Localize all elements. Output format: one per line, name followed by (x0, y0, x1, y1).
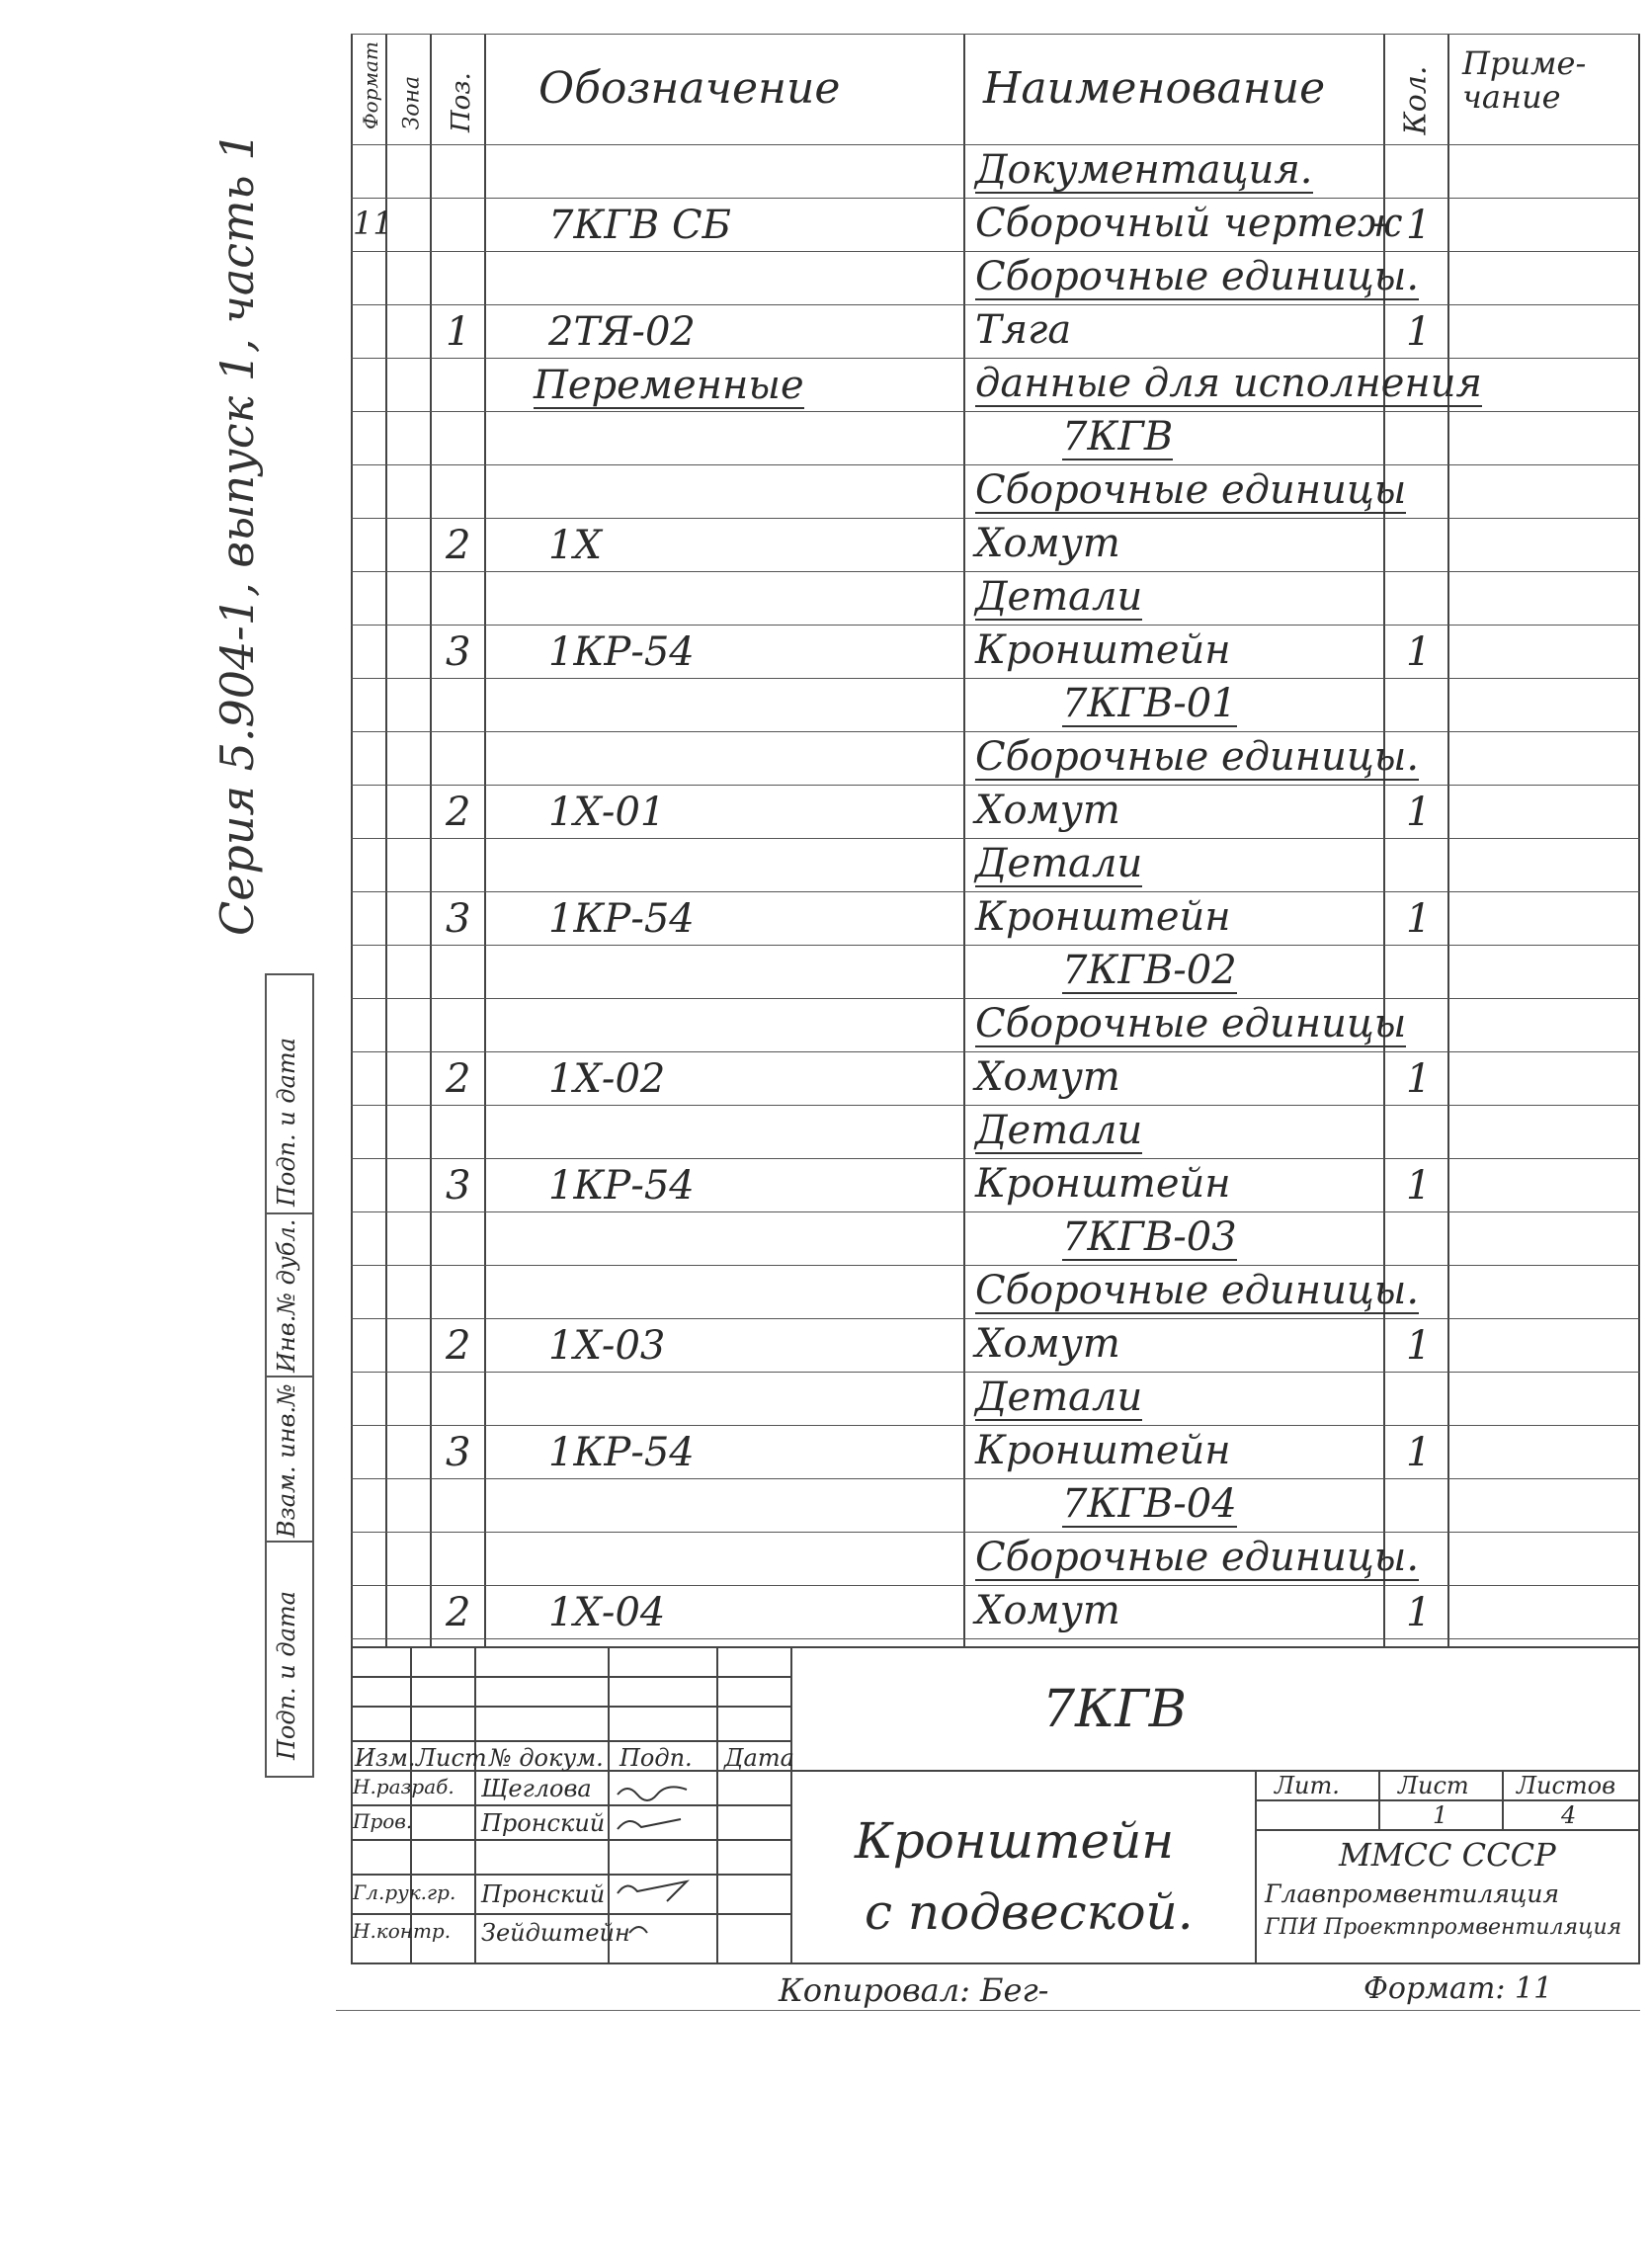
header-position: Поз. (447, 72, 476, 132)
row-position: 2 (446, 1590, 471, 1635)
row-position: 3 (446, 1430, 471, 1475)
series-side-note: Серия 5.904-1, выпуск 1, часть 1 (210, 131, 264, 936)
row-designation: 1КР-54 (548, 896, 695, 942)
tb-header-date: Дата (724, 1744, 794, 1772)
tb-name-1: Щеглова (481, 1775, 592, 1802)
row-name: Тяга (975, 307, 1072, 353)
row-name: Документация. (975, 147, 1313, 193)
row-name: Детали (975, 1108, 1143, 1153)
row-position: 2 (446, 523, 471, 568)
table-row (351, 198, 1640, 251)
row-name: Сборочные единицы. (975, 734, 1420, 780)
document-code: 7КГВ (1042, 1680, 1187, 1739)
row-qty: 1 (1406, 629, 1432, 675)
row-name: данные для исполнения (975, 361, 1482, 406)
row-name: Детали (975, 841, 1143, 886)
sheets-label: Листов (1517, 1772, 1616, 1799)
row-qty: 1 (1406, 1590, 1432, 1635)
row-name: Хомут (975, 1321, 1120, 1367)
row-designation: 2ТЯ-02 (548, 309, 696, 355)
row-name: 7КГВ-03 (1062, 1214, 1237, 1260)
row-designation: 1Х-01 (548, 790, 666, 835)
row-name: Хомут (975, 1588, 1120, 1633)
table-row (351, 518, 1640, 571)
row-name: Сборочные единицы (975, 1001, 1407, 1046)
row-name: 7КГВ (1062, 414, 1174, 459)
document-title-line1: Кронштейн (855, 1812, 1175, 1870)
tb-header-sign: Подп. (620, 1744, 693, 1772)
header-designation: Обозначение (538, 63, 841, 114)
row-position: 2 (446, 1323, 471, 1369)
row-qty: 1 (1406, 309, 1432, 355)
row-name: Кронштейн (975, 894, 1231, 940)
tb-header-docnum: № докум. (489, 1744, 604, 1772)
row-designation: 1КР-54 (548, 1163, 695, 1209)
table-row (351, 1265, 1640, 1318)
row-name: 7КГВ-02 (1062, 948, 1237, 993)
table-row (351, 1105, 1640, 1158)
row-name: Хомут (975, 1054, 1120, 1100)
row-name: Кронштейн (975, 627, 1231, 673)
copied-by: Копировал: Бег- (779, 1971, 1049, 2009)
tb-name-2: Пронский (481, 1809, 606, 1837)
sheet-value: 1 (1433, 1801, 1448, 1829)
table-row (351, 998, 1640, 1051)
row-qty: 1 (1406, 1323, 1432, 1369)
specification-table (351, 34, 1640, 1646)
table-row (351, 1532, 1640, 1585)
table-row (351, 358, 1640, 411)
tb-name-4: Зейдштейн (481, 1919, 630, 1947)
row-position: 3 (446, 629, 471, 675)
org-line2: Главпромвентиляция (1265, 1879, 1559, 1908)
table-row (351, 838, 1640, 891)
row-name: Сборочный чертеж (975, 201, 1403, 246)
row-designation: 1КР-54 (548, 1430, 695, 1475)
table-row (351, 785, 1640, 838)
sheet-label: Лист (1398, 1772, 1469, 1799)
table-row (351, 304, 1640, 358)
row-name: 7КГВ-01 (1062, 681, 1237, 726)
row-position: 2 (446, 790, 471, 835)
header-qty: Кол. (1398, 65, 1434, 135)
org-line3: ГПИ Проектпромвентиляция (1265, 1915, 1622, 1940)
table-row (351, 1372, 1640, 1425)
header-name: Наименование (983, 63, 1326, 114)
margin-label-dup-inv: Инв.№ дубл. (273, 1218, 300, 1373)
title-block (351, 1646, 1640, 1962)
row-qty: 1 (1406, 1056, 1432, 1102)
row-position: 1 (446, 309, 471, 355)
table-row (351, 945, 1640, 998)
row-name: 7КГВ-04 (1062, 1481, 1237, 1527)
row-qty: 1 (1406, 203, 1432, 248)
table-row (351, 411, 1640, 464)
lit-label: Лит. (1275, 1772, 1340, 1799)
margin-label-sign-date-1: Подп. и дата (273, 1038, 300, 1207)
table-row (351, 1478, 1640, 1532)
row-qty: 1 (1406, 790, 1432, 835)
row-qty: 1 (1406, 1163, 1432, 1209)
margin-strip (265, 973, 314, 1778)
row-name: Сборочные единицы. (975, 1268, 1420, 1313)
document-title-line2: с подвеской. (865, 1883, 1194, 1941)
tb-role-2: Пров. (353, 1809, 413, 1833)
table-row (351, 1585, 1640, 1638)
row-name: Хомут (975, 788, 1120, 833)
table-row (351, 464, 1640, 518)
table-row (351, 1211, 1640, 1265)
tb-name-3: Пронский (481, 1880, 606, 1908)
footer-rule (336, 2010, 1640, 2011)
tb-role-1: Н.разраб. (353, 1775, 454, 1798)
margin-label-replace-inv: Взам. инв.№ (273, 1383, 300, 1538)
row-position: 2 (446, 1056, 471, 1102)
row-name: Сборочные единицы (975, 467, 1407, 513)
row-qty: 1 (1406, 896, 1432, 942)
row-designation: 1Х-04 (548, 1590, 666, 1635)
row-name: Кронштейн (975, 1161, 1231, 1207)
table-row (351, 1158, 1640, 1211)
tb-header-change: Изм. (355, 1744, 416, 1772)
row-name: Хомут (975, 521, 1120, 566)
header-zone: Зона (399, 75, 425, 130)
table-row (351, 625, 1640, 678)
table-row (351, 1051, 1640, 1105)
table-row (351, 678, 1640, 731)
table-row (351, 251, 1640, 304)
row-qty: 1 (1406, 1430, 1432, 1475)
table-row (351, 1425, 1640, 1478)
row-format: 11 (353, 205, 393, 242)
table-row (351, 571, 1640, 625)
signature-marks (610, 1775, 718, 1958)
row-name: Детали (975, 1375, 1143, 1420)
margin-label-sign-date-2: Подп. и дата (273, 1591, 300, 1760)
table-row (351, 891, 1640, 945)
row-designation: 1Х (548, 523, 602, 568)
row-designation: Переменные (534, 363, 804, 408)
table-row (351, 1318, 1640, 1372)
sheets-value: 4 (1561, 1801, 1577, 1829)
format-label: Формат: 11 (1363, 1971, 1553, 2006)
row-name: Сборочные единицы. (975, 1535, 1420, 1580)
row-name: Детали (975, 574, 1143, 620)
table-row (351, 144, 1640, 198)
table-row (351, 731, 1640, 785)
tb-role-3: Гл.рук.гр. (353, 1880, 456, 1904)
row-designation: 1Х-03 (548, 1323, 666, 1369)
row-position: 3 (446, 1163, 471, 1209)
row-name: Сборочные единицы. (975, 254, 1420, 299)
row-designation: 1КР-54 (548, 629, 695, 675)
row-position: 3 (446, 896, 471, 942)
row-name: Кронштейн (975, 1428, 1231, 1473)
tb-role-4: Н.контр. (353, 1919, 452, 1943)
header-note: Приме-чание (1462, 44, 1587, 116)
row-designation: 1Х-02 (548, 1056, 666, 1102)
tb-header-sheet: Лист (416, 1744, 487, 1772)
row-designation: 7КГВ СБ (548, 203, 731, 248)
header-format: Формат (359, 42, 382, 129)
org-line1: ММСС СССР (1339, 1836, 1556, 1874)
